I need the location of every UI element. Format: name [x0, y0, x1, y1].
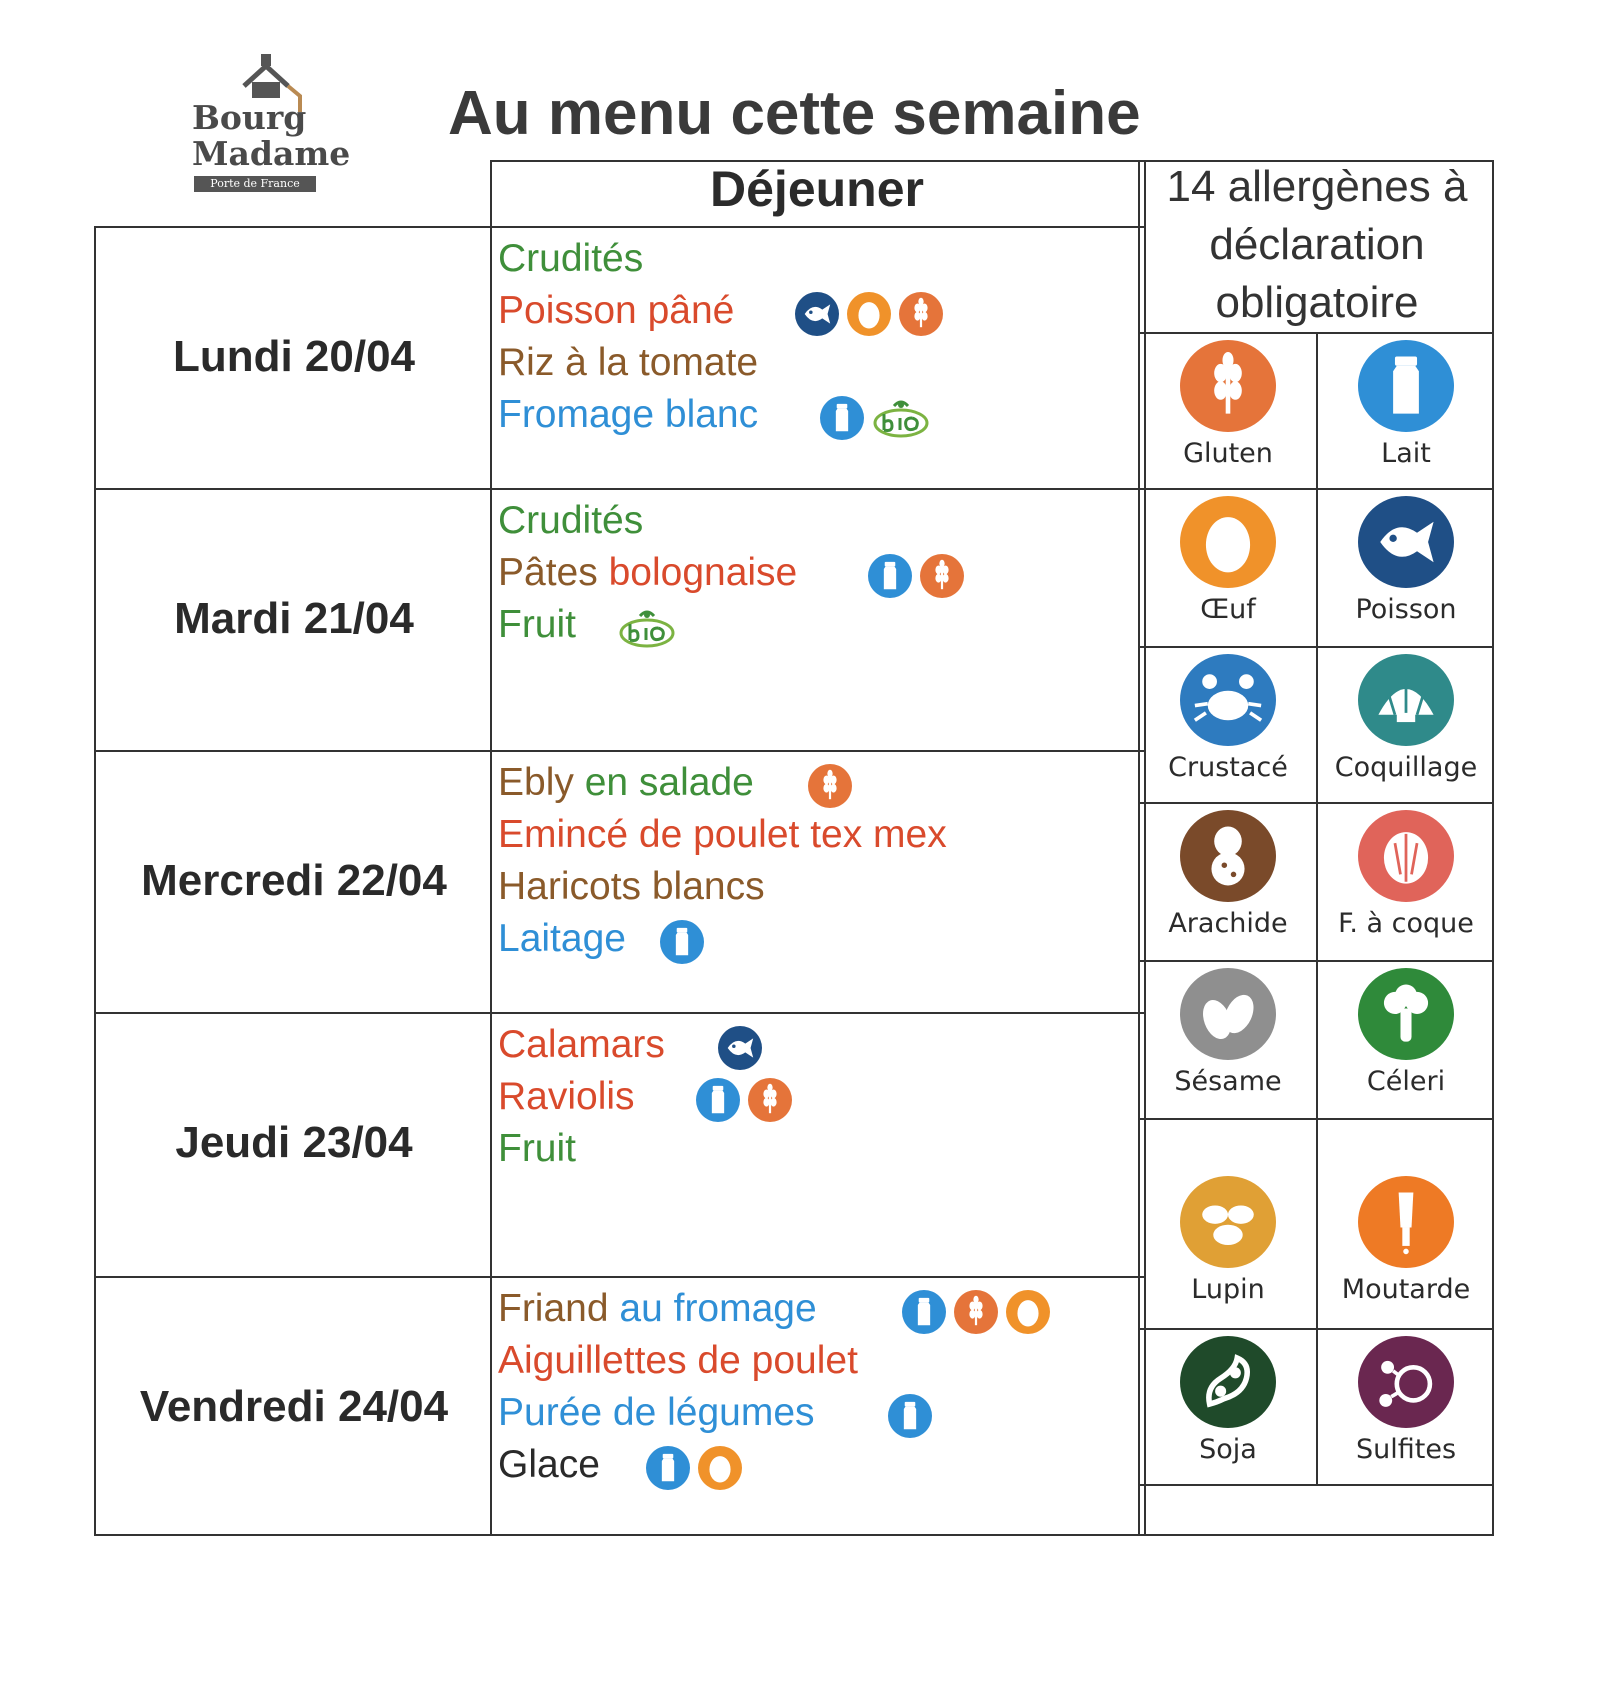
dish-item [498, 808, 947, 858]
dish-name-part: Fromage blanc [498, 392, 759, 436]
row-divider [94, 488, 1146, 490]
allergen-label: Œuf [1200, 594, 1256, 625]
allergen-label: Céleri [1366, 1066, 1446, 1097]
celeri-icon [1358, 968, 1454, 1060]
row-divider [94, 1276, 1146, 1278]
gluten-icon [899, 292, 943, 336]
allergens-header [1142, 158, 1492, 332]
row-divider [94, 1012, 1146, 1014]
dish-name [498, 1072, 635, 1122]
sesame-icon [1180, 968, 1276, 1060]
allergen-lait [1320, 340, 1492, 469]
allergens-header-line: 14 allergènes à [1166, 162, 1468, 211]
dish-item [498, 1438, 600, 1488]
dish-name [498, 1284, 817, 1334]
dish-name [498, 496, 643, 546]
lait-icon [868, 554, 912, 598]
allergen-moutarde [1320, 1176, 1492, 1305]
dish-name-part: Aiguillettes de poulet [498, 1338, 858, 1382]
allergens-header-line: obligatoire [1215, 278, 1419, 327]
allergen-label: Sulfites [1355, 1434, 1457, 1465]
dish-name [498, 1124, 576, 1174]
moutarde-icon [1358, 1176, 1454, 1268]
dish-name [498, 234, 643, 284]
allergen-label: Sésame [1174, 1066, 1282, 1097]
allergen-label: Soja [1199, 1434, 1257, 1465]
allergen-crustace [1142, 654, 1314, 783]
allergen-label: Poisson [1355, 594, 1457, 625]
allergen-divider [1138, 1484, 1494, 1486]
dish-allergen-icons [660, 915, 712, 965]
dish-item [498, 232, 643, 282]
lupin-icon [1180, 1176, 1276, 1268]
lait-icon [820, 396, 864, 440]
dish-name-part: en salade [584, 760, 754, 804]
allergen-sulfites [1320, 1336, 1492, 1465]
dish-allergen-icons [902, 1285, 1058, 1335]
dish-item [498, 284, 734, 334]
allergen-label: Lupin [1191, 1274, 1265, 1305]
dish-item [498, 1070, 635, 1120]
dish-allergen-icons [718, 1021, 770, 1071]
dish-item [498, 336, 758, 386]
dish-name [498, 914, 626, 964]
allergen-label: Moutarde [1341, 1274, 1471, 1305]
poisson-icon [1358, 496, 1454, 588]
bio-label-icon [872, 396, 930, 440]
allergen-label: F. à coque [1338, 908, 1474, 939]
dish-item [498, 598, 576, 648]
poisson-icon [718, 1026, 762, 1070]
dish-allergen-icons [820, 391, 930, 441]
dish-name-part: Laitage [498, 916, 626, 960]
dish-name-part: Purée de légumes [498, 1390, 815, 1434]
gluten-icon [954, 1290, 998, 1334]
dish-allergen-icons [696, 1073, 800, 1123]
dish-item [498, 1282, 817, 1332]
dish-item [498, 1122, 576, 1172]
dish-allergen-icons [795, 287, 951, 337]
allergen-oeuf [1142, 496, 1314, 625]
allergen-label: Crustacé [1168, 752, 1288, 783]
gluten-icon [1180, 340, 1276, 432]
dish-name-part: Fruit [498, 1126, 576, 1170]
dish-item [498, 1386, 815, 1436]
dish-name-part: au fromage [619, 1286, 817, 1330]
oeuf-icon [1180, 496, 1276, 588]
lait-icon [696, 1078, 740, 1122]
dish-name-part: Ebly [498, 760, 585, 804]
coquillage-icon [1358, 654, 1454, 746]
allergen-gluten [1142, 340, 1314, 469]
allergen-fruit-a-coque [1320, 810, 1492, 939]
day-label-lundi: Lundi 20/04 [172, 332, 416, 381]
page-title: Au menu cette semaine [448, 79, 1141, 148]
lait-icon [902, 1290, 946, 1334]
allergen-celeri [1320, 968, 1492, 1097]
dish-name-part: Crudités [498, 236, 644, 280]
dish-name-part: Haricots blancs [498, 864, 765, 908]
dish-allergen-icons [868, 549, 972, 599]
allergen-arachide [1142, 810, 1314, 939]
allergens-header-line: déclaration [1209, 220, 1425, 269]
dish-name-part: Fruit [498, 602, 576, 646]
lait-icon [888, 1394, 932, 1438]
dish-name [498, 338, 758, 388]
allergen-label: Coquillage [1334, 752, 1478, 783]
crustace-icon [1180, 654, 1276, 746]
dish-item [498, 1018, 665, 1068]
logo [186, 52, 356, 202]
poisson-icon [795, 292, 839, 336]
dish-name-part: Calamars [498, 1022, 665, 1066]
logo-tagline: Porte de France [194, 176, 316, 192]
sulfites-icon [1358, 1336, 1454, 1428]
arachide-icon [1180, 810, 1276, 902]
day-label-jeudi: Jeudi 23/04 [175, 1118, 413, 1167]
allergen-coquillage [1320, 654, 1492, 783]
lait-icon [646, 1446, 690, 1490]
dish-name [498, 1388, 815, 1438]
dish-name-part: Emincé de poulet tex mex [498, 812, 947, 856]
dish-item [498, 494, 643, 544]
allergen-lupin [1142, 1176, 1314, 1305]
lait-icon [660, 920, 704, 964]
dish-name-part: Crudités [498, 498, 644, 542]
dish-name-part: Glace [498, 1442, 600, 1486]
dish-item [498, 546, 797, 596]
allergen-soja [1142, 1336, 1314, 1465]
dish-name [498, 390, 758, 440]
dish-item [498, 388, 758, 438]
dish-item [498, 912, 626, 962]
allergen-sesame [1142, 968, 1314, 1097]
logo-line2: Madame [192, 134, 351, 173]
logo-line1: Bourg [192, 98, 307, 137]
dish-name [498, 758, 754, 808]
dish-name [498, 548, 797, 598]
oeuf-icon [698, 1446, 742, 1490]
dish-item [498, 1334, 858, 1384]
allergen-poisson [1320, 496, 1492, 625]
dish-name [498, 600, 576, 650]
day-label-vendredi: Vendredi 24/04 [139, 1382, 449, 1431]
dish-item [498, 756, 754, 806]
oeuf-icon [847, 292, 891, 336]
allergen-label: Gluten [1183, 438, 1273, 469]
gluten-icon [920, 554, 964, 598]
dish-name-part: Pâtes [498, 550, 609, 594]
dish-name [498, 1020, 665, 1070]
allergen-divider [1316, 332, 1318, 1484]
dejeuner-header: Déjeuner [710, 161, 924, 217]
dish-name-part: bolognaise [608, 550, 798, 594]
bio-label-icon [618, 606, 676, 650]
dish-allergen-icons [646, 1441, 750, 1491]
dish-allergen-icons [618, 601, 676, 651]
dish-name [498, 286, 734, 336]
dish-name [498, 862, 765, 912]
dish-name [498, 810, 947, 860]
dish-name [498, 1336, 858, 1386]
oeuf-icon [1006, 1290, 1050, 1334]
dish-name-part: Raviolis [498, 1074, 635, 1118]
dish-allergen-icons [888, 1389, 940, 1439]
dish-item [498, 860, 765, 910]
gluten-icon [808, 764, 852, 808]
row-divider [94, 750, 1146, 752]
fruit-a-coque-icon [1358, 810, 1454, 902]
dish-allergen-icons [808, 759, 860, 809]
dish-name-part: Riz à la tomate [498, 340, 759, 384]
day-label-mercredi: Mercredi 22/04 [141, 856, 447, 905]
dish-name [498, 1440, 600, 1490]
dish-name-part: Friand [498, 1286, 620, 1330]
soja-icon [1180, 1336, 1276, 1428]
allergen-label: Lait [1381, 438, 1431, 469]
gluten-icon [748, 1078, 792, 1122]
allergen-label: Arachide [1168, 908, 1288, 939]
dish-name-part: Poisson pâné [498, 288, 735, 332]
lait-icon [1358, 340, 1454, 432]
day-label-mardi: Mardi 21/04 [174, 594, 414, 643]
